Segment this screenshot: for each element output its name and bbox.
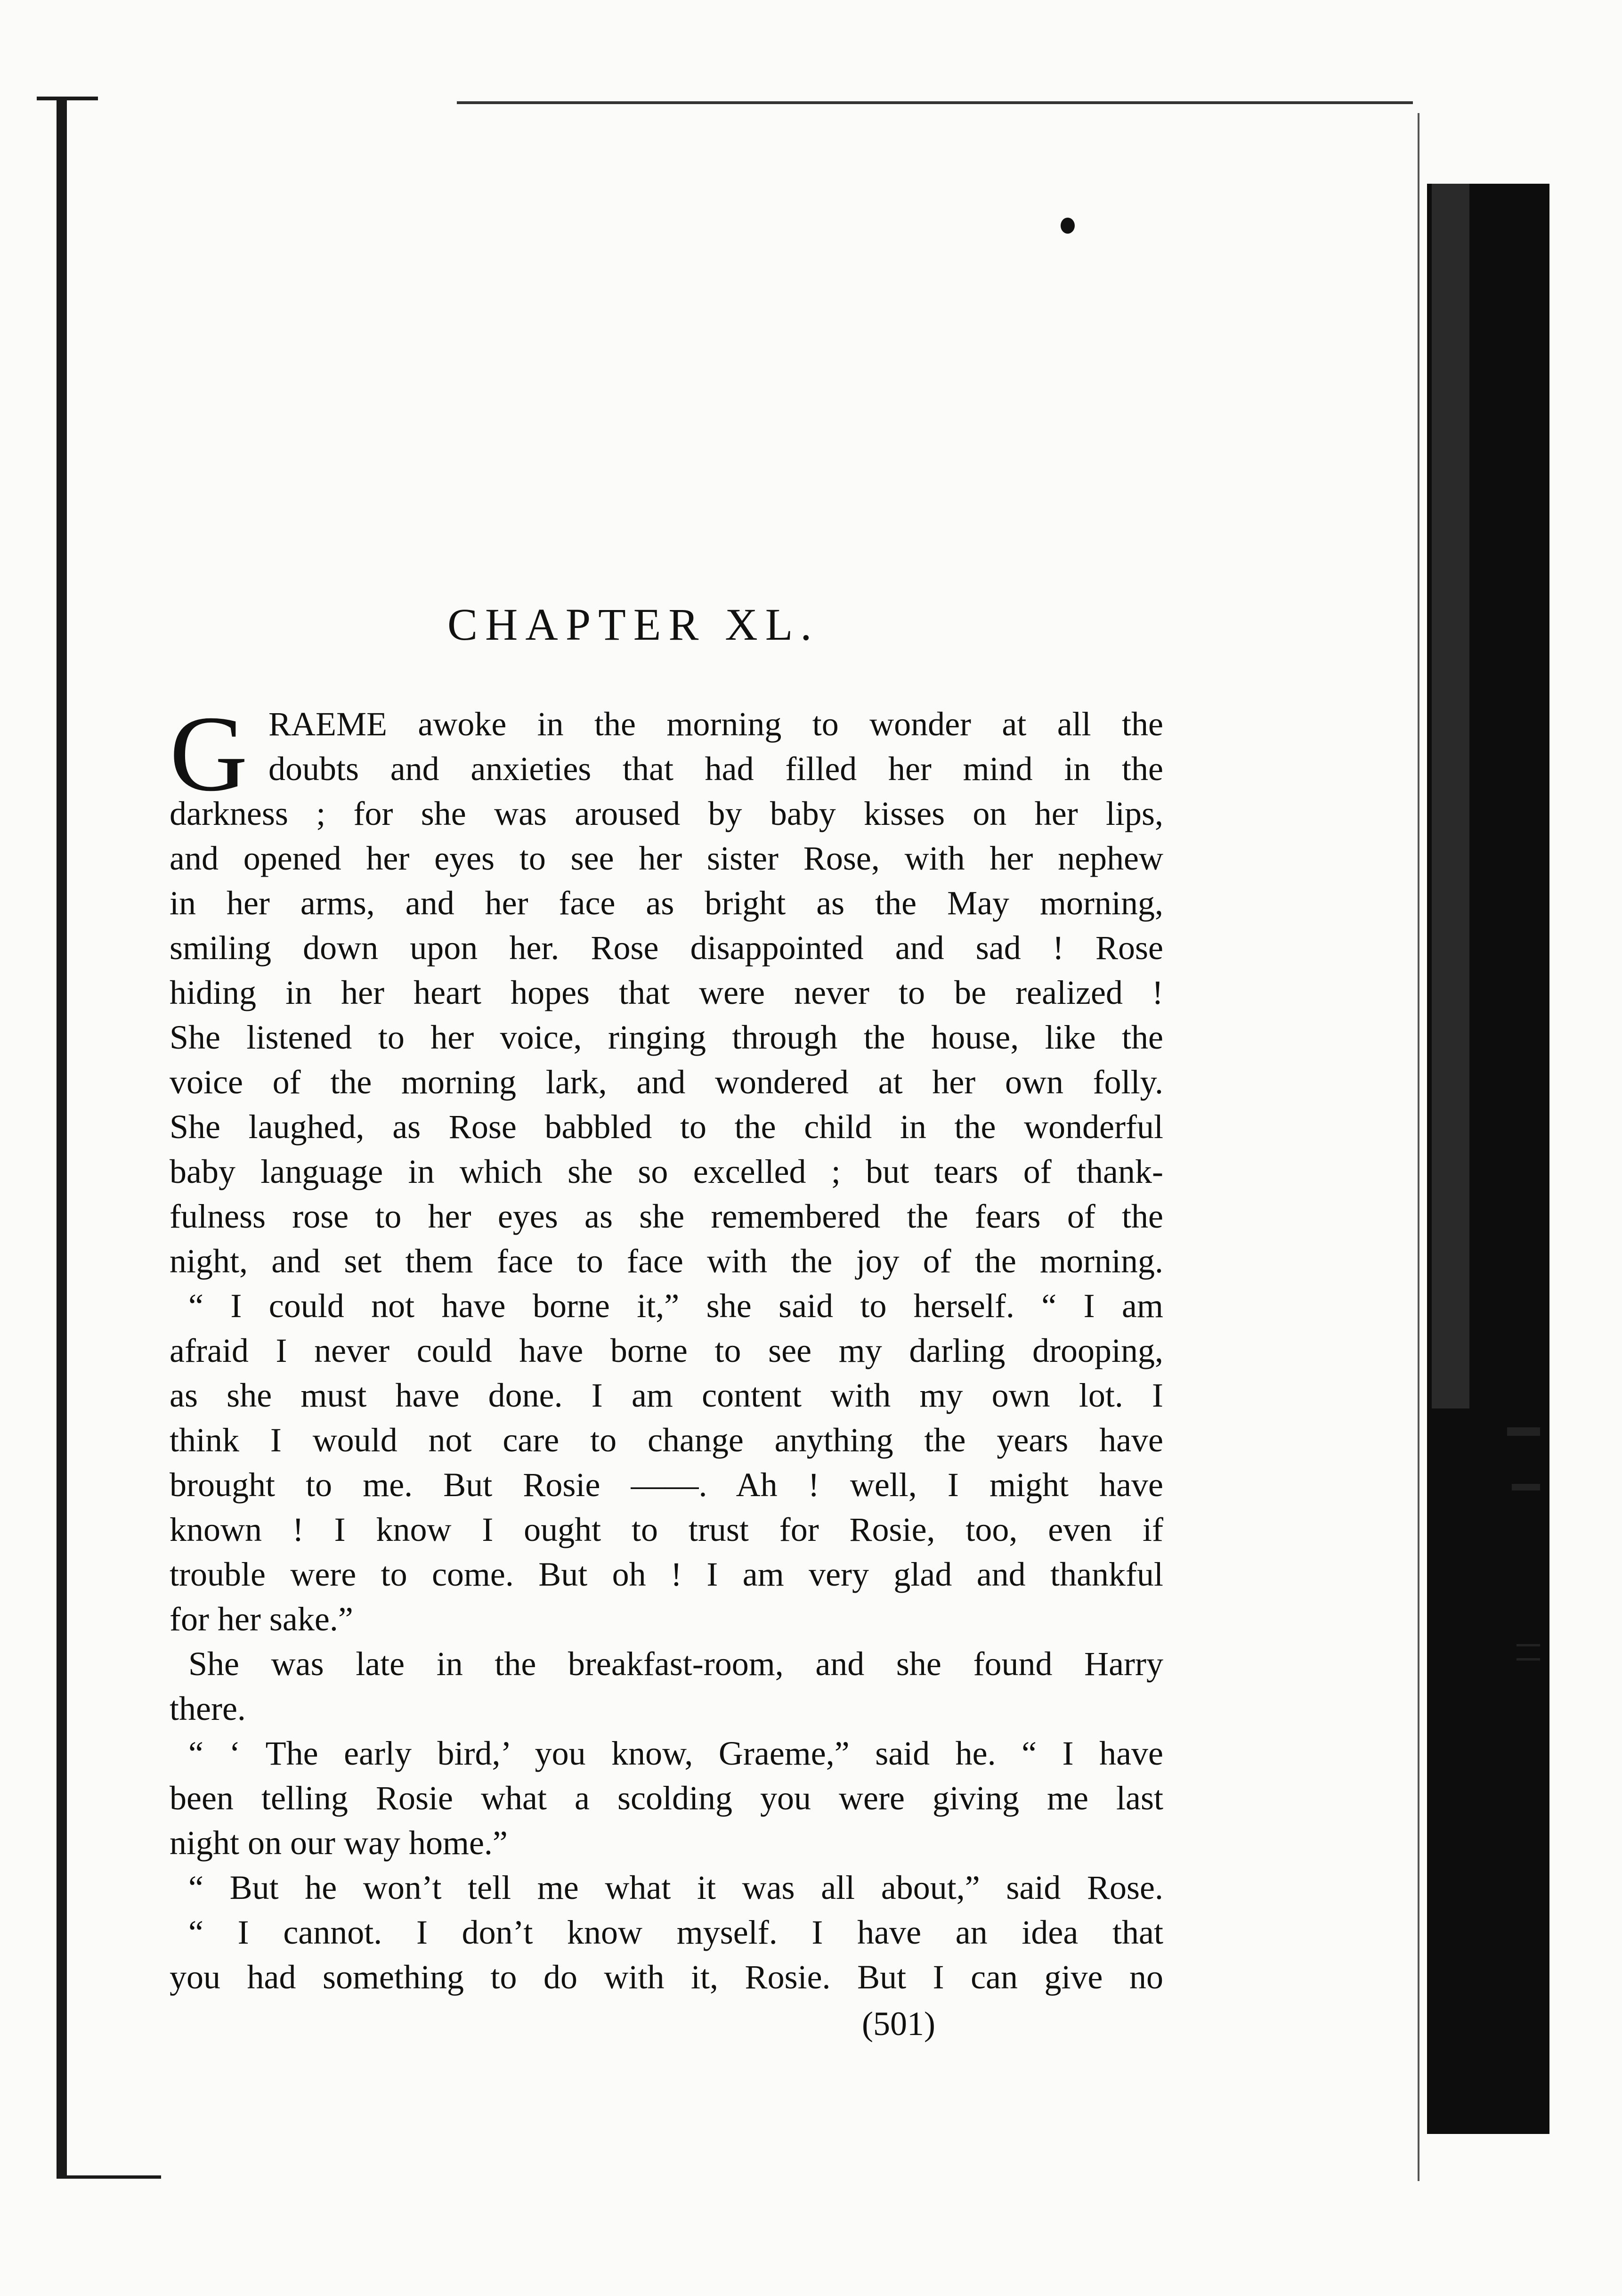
text-line: and opened her eyes to see her sister Rose, with her nephew <box>170 839 1163 877</box>
text-line: brought to me. But Rosie ——. Ah ! well, I might have <box>170 1466 1163 1504</box>
text-line: darkness ; for she was aroused by baby kisses on her lips, <box>170 795 1163 832</box>
text-line: She listened to her voice, ringing through the house, like the <box>170 1018 1163 1056</box>
text-line: She laughed, as Rose babbled to the child in the wonderful <box>170 1108 1163 1146</box>
text-line: there. <box>170 1690 246 1727</box>
text-line: known ! I know I ought to trust for Rosie, too, even if <box>170 1511 1163 1548</box>
margin-mark <box>1517 1658 1540 1661</box>
text-line: you had something to do with it, Rosie. But I can give no <box>170 1958 1163 1996</box>
right-page-edge <box>1418 113 1419 2181</box>
margin-mark <box>1507 1427 1540 1436</box>
text-line: afraid I never could have borne to see my darling drooping, <box>170 1332 1163 1369</box>
text-line: been telling Rosie what a scolding you were giving me last <box>170 1779 1163 1817</box>
text-line: in her arms, and her face as bright as the May morning, <box>170 884 1163 922</box>
margin-mark <box>1512 1484 1540 1490</box>
ink-dot <box>1061 218 1075 234</box>
text-line: baby language in which she so excelled ; but tears of thank- <box>170 1153 1163 1190</box>
text-line: hiding in her heart hopes that were never to be realized ! <box>170 974 1163 1011</box>
text-line: voice of the morning lark, and wondered at her own folly. <box>170 1063 1163 1101</box>
binding-edge <box>57 97 67 2179</box>
text-line: “ I could not have borne it,” she said to herself. “ I am <box>188 1287 1163 1325</box>
drop-cap: G <box>170 693 248 814</box>
margin-mark <box>1517 1644 1540 1646</box>
text-line: “ ‘ The early bird,’ you know, Graeme,” said he. “ I have <box>188 1734 1163 1772</box>
binding-edge-bottom <box>67 2175 161 2179</box>
top-page-edge <box>457 101 1413 104</box>
text-line: doubts and anxieties that had filled her mind in the <box>268 750 1163 788</box>
text-line: think I would not care to change anything the years have <box>170 1421 1163 1459</box>
binding-edge-top <box>37 97 98 100</box>
scan-shadow-inner <box>1432 184 1469 1409</box>
text-line: “ But he won’t tell me what it was all about,” said Rose. <box>188 1869 1163 1906</box>
text-line: smiling down upon her. Rose disappointed and sad ! Rose <box>170 929 1163 967</box>
chapter-heading: CHAPTER XL. <box>447 599 819 650</box>
chapter-text <box>170 693 1163 2000</box>
text-line: as she must have done. I am content with my own lot. I <box>170 1376 1163 1414</box>
text-line: for her sake.” <box>170 1600 353 1638</box>
text-line: trouble were to come. But oh ! I am very glad and thankful <box>170 1555 1163 1593</box>
text-line: “ I cannot. I don’t know myself. I have an idea that <box>188 1913 1163 1951</box>
text-line: night, and set them face to face with the joy of the morning. <box>170 1242 1163 1280</box>
page-number: (501) <box>862 2005 935 2043</box>
text-line: night on our way home.” <box>170 1824 508 1862</box>
text-line: RAEME awoke in the morning to wonder at all the <box>268 705 1163 743</box>
text-line: She was late in the breakfast-room, and she found Harry <box>188 1645 1163 1683</box>
text-line: fulness rose to her eyes as she remembered the fears of the <box>170 1197 1163 1235</box>
